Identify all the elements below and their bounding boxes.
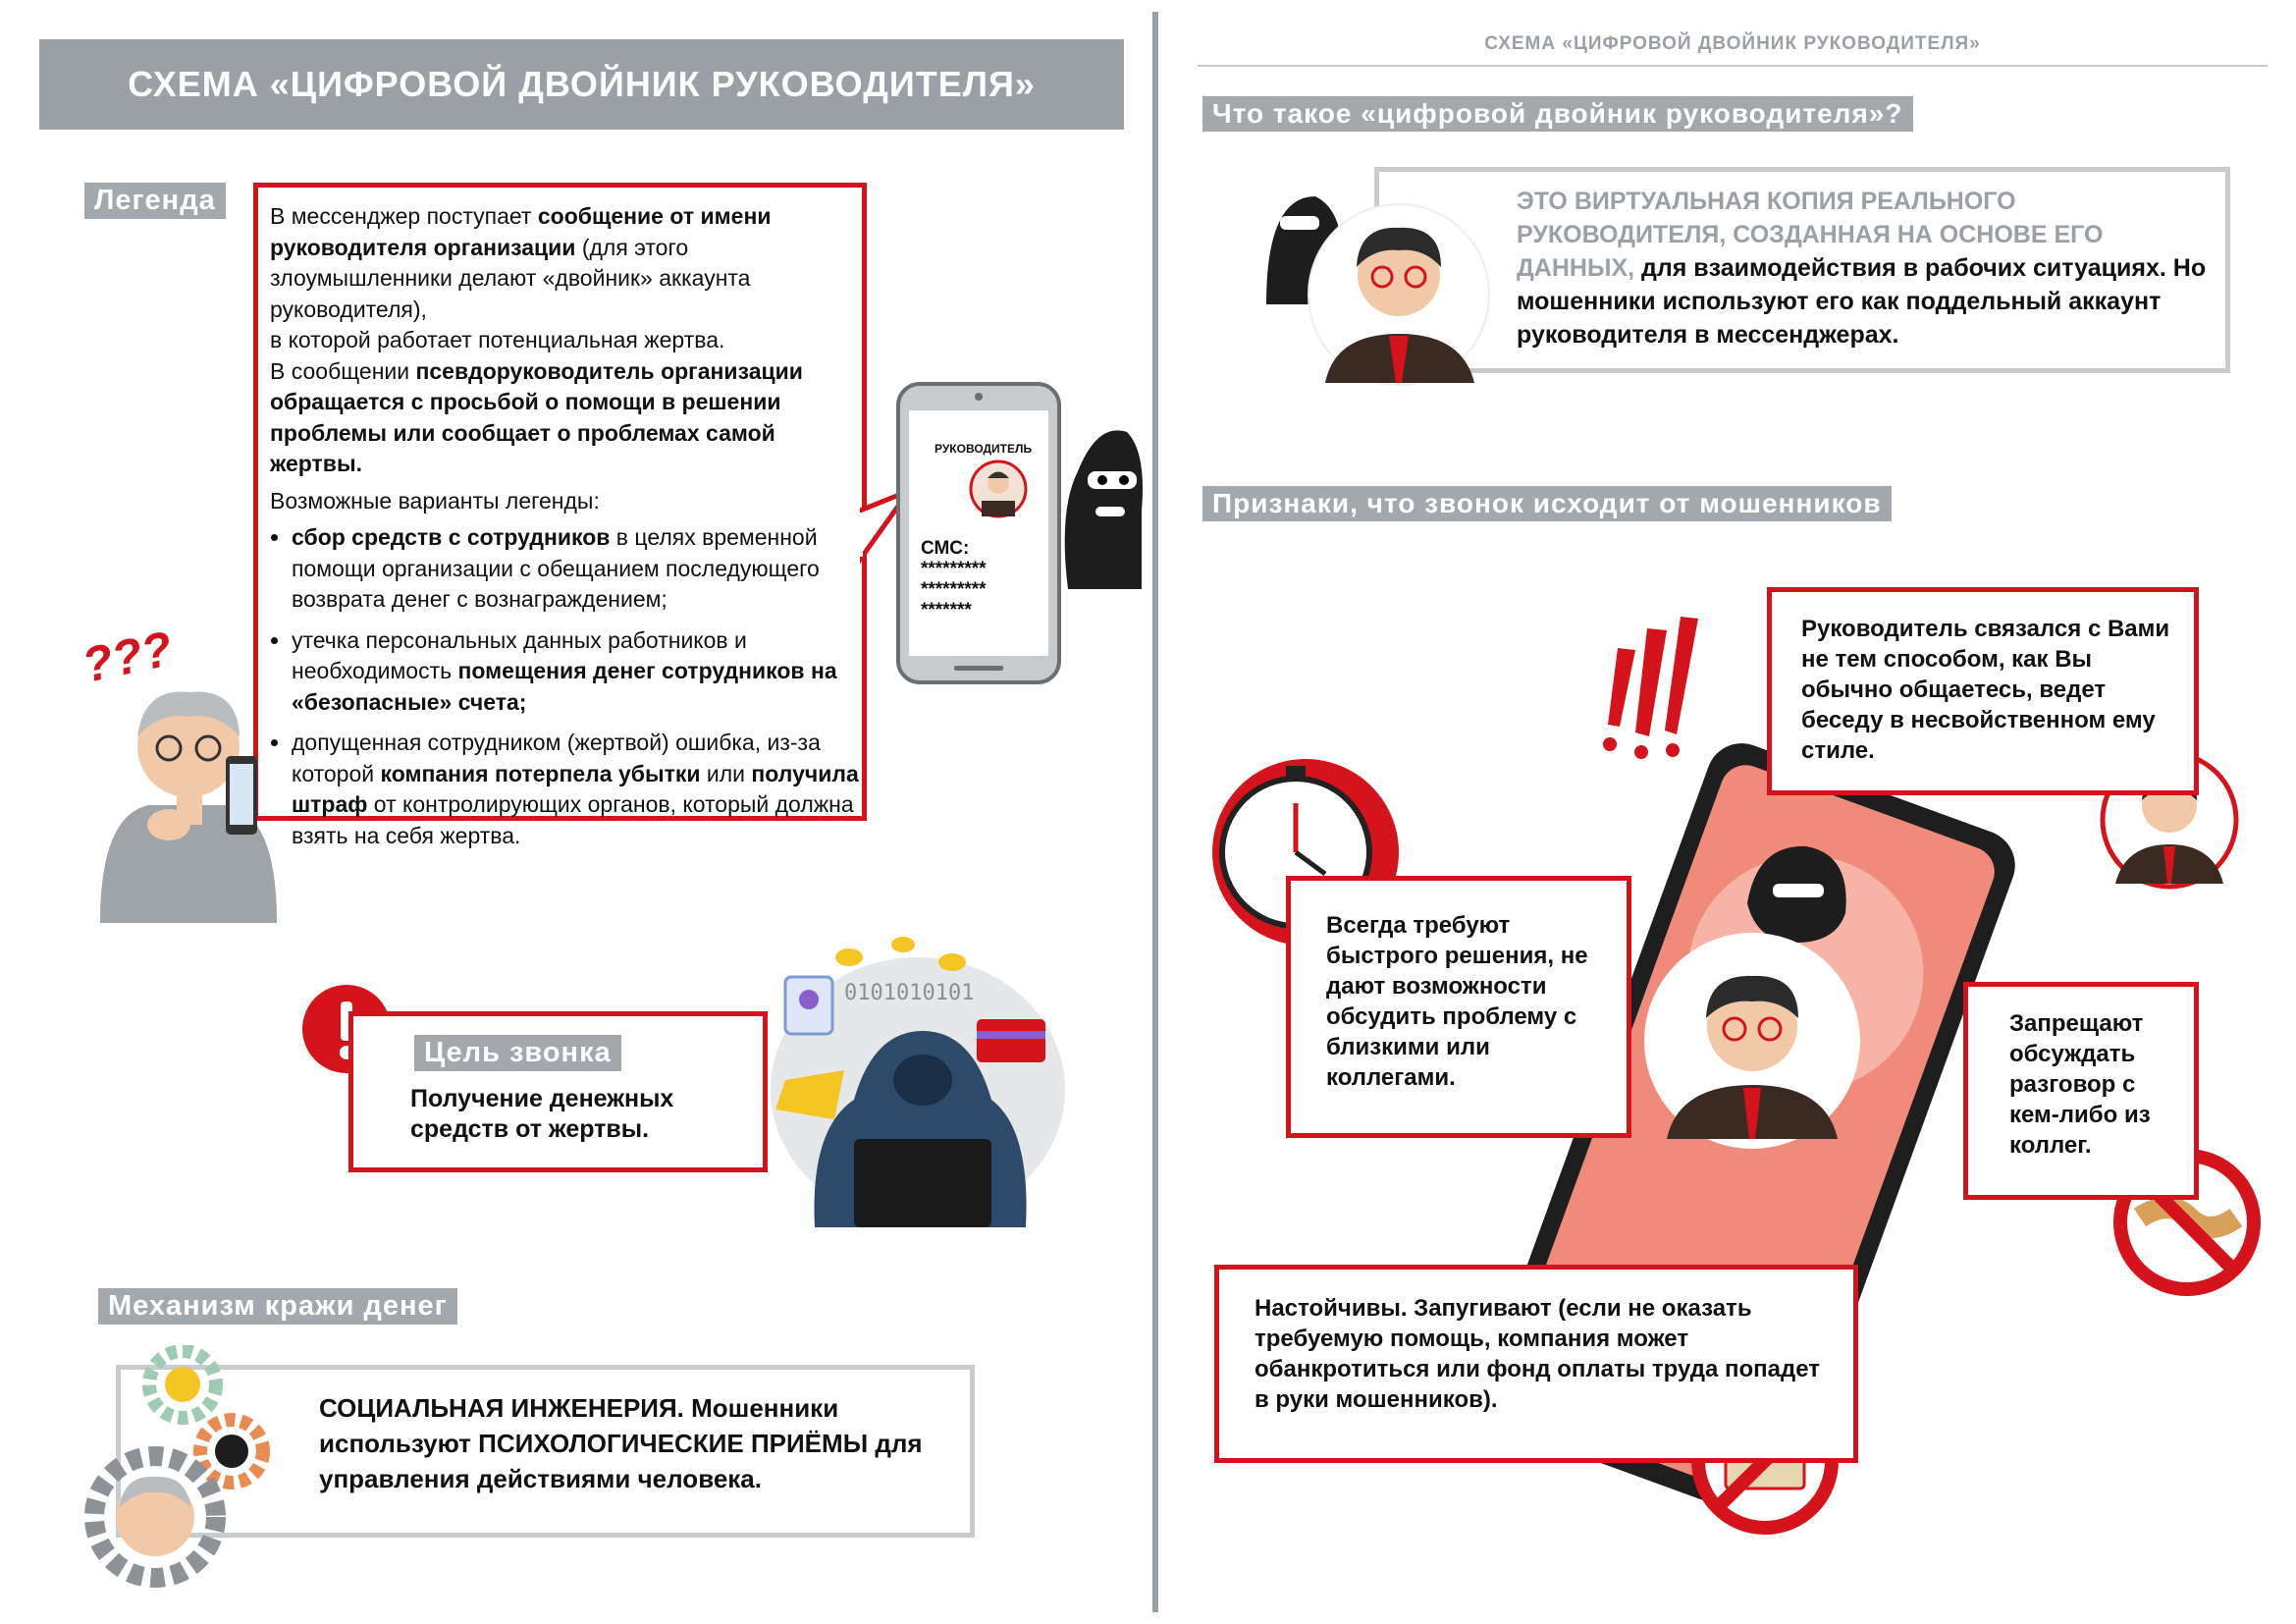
legend-label: Легенда — [84, 183, 226, 219]
smartphone-icon — [895, 381, 1062, 685]
phone-illustration — [895, 381, 1062, 685]
phone-contact-name: РУКОВОДИТЕЛЬ — [934, 442, 1033, 456]
sign-box-urgency: Всегда требуют быстрого решения, не дают возможности обсудить проблему с близкими или коллегами. — [1286, 876, 1631, 1138]
binary-code-text: 0101010101 — [844, 981, 975, 1005]
signs-label: Признаки, что звонок исходит от мошенников — [1202, 486, 1892, 521]
sign-box-unusual-contact: Руководитель связался с Вами не тем способом, как Вы обычно общаетесь, ведет беседу в несвойственном ему стиле. — [1767, 587, 2199, 795]
sign-box-isolation: Запрещают обсуждать разговор с кем-либо из коллег. — [1963, 982, 2199, 1200]
gears-icon — [84, 1345, 281, 1600]
legend-box: В мессенджер поступает сообщение от имени руководителя организации (для этого злоумышленники делают «двойник» аккаунта руководителя), в которой работает потенциальная жертва. В сообщении псевдоруководитель организации обращается с просьбой о помощи в решении проблемы или сообщает о проблемах самой жертвы. Возможные варианты легенды: • сбор средств с сотрудников в целях временной помощи организации с обещанием последующего возврата денег с вознаграждением; • утечка персональных данных работников и необходимость помещения денег сотрудников на «безопасные» счета; • допущенная сотрудником (жертвой) ошибка, из-за которой компания потерпела убытки или получила штраф от контролирующих органов, который должна взять на себя жертва. — [253, 183, 867, 821]
page-divider — [1152, 12, 1158, 1612]
question-marks: ??? — [78, 621, 178, 693]
mechanism-text: СОЦИАЛЬНАЯ ИНЖЕНЕРИЯ. Мошенники используют ПСИХОЛОГИЧЕСКИЕ ПРИЁМЫ для управления действиями человека. — [319, 1393, 923, 1493]
header-rule — [1198, 65, 2268, 67]
legend-variant: • сбор средств с сотрудников в целях временной помощи организации с обещанием последующего возврата денег с вознаграждением; — [292, 522, 862, 616]
hacker-balaclava-icon — [1048, 393, 1147, 589]
what-is-text: ЭТО ВИРТУАЛЬНАЯ КОПИЯ РЕАЛЬНОГО РУКОВОДИТЕЛЯ, СОЗДАННАЯ НА ОСНОВЕ ЕГО ДАННЫХ, для взаимодействия в рабочих ситуациях. Но мошенники используют его как поддельный аккаунт руководителя в мессенджерах. — [1517, 188, 2207, 349]
mechanism-label: Механизм кражи денег — [98, 1288, 457, 1325]
legend-variant: • утечка персональных данных работников и необходимость помещения денег сотрудников на «безопасные» счета; — [292, 625, 862, 719]
goal-label: Цель звонка — [414, 1035, 621, 1071]
hacker-laptop-icon — [756, 933, 1070, 1227]
director-portrait-icon — [1256, 157, 1492, 393]
what-is-label: Что такое «цифровой двойник руководителя»? — [1202, 96, 1913, 132]
hacker-laptop-illustration — [756, 933, 1070, 1227]
sign-box-intimidation: Настойчивы. Запугивают (если не оказать требуемую помощь, компания может обанкротиться или фонд оплаты труда попадет в руки мошенников). — [1214, 1265, 1858, 1463]
phone-sms: СМС: ********* ********* ******* — [921, 538, 987, 621]
page-title: СХЕМА «ЦИФРОВОЙ ДВОЙНИК РУКОВОДИТЕЛЯ» — [39, 39, 1124, 130]
running-header: СХЕМА «ЦИФРОВОЙ ДВОЙНИК РУКОВОДИТЕЛЯ» — [1484, 33, 1981, 54]
confused-man-icon — [90, 668, 287, 923]
legend-variant: • допущенная сотрудником (жертвой) ошибка, из-за которой компания потерпела убытки или получила штраф от контролирующих органов, который должна взять на себя жертва. — [292, 728, 862, 851]
goal-text: Получение денежных средств от жертвы. — [410, 1085, 674, 1143]
